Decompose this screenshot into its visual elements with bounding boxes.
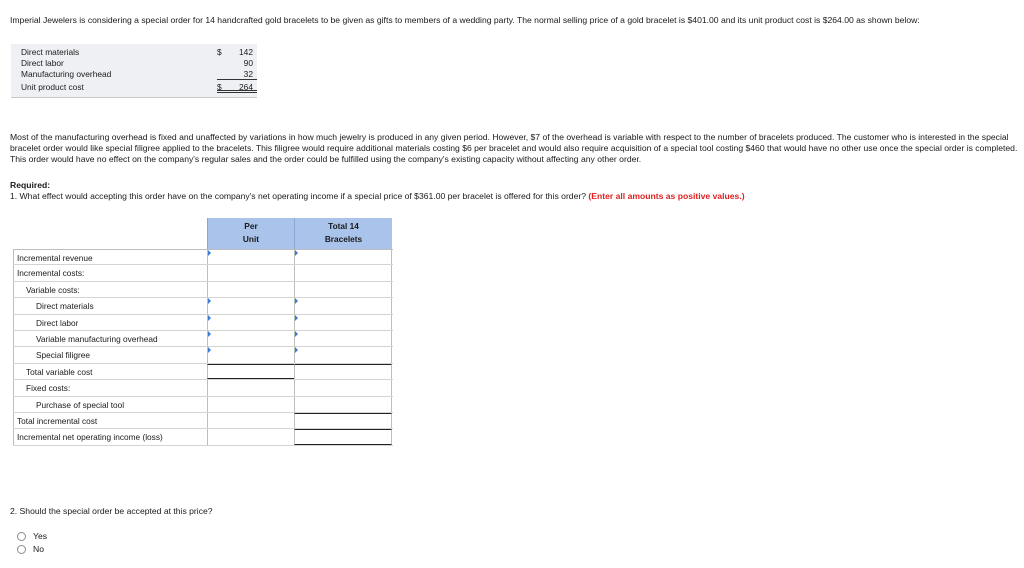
row-label: Incremental revenue [13,250,207,264]
row-label: Special filigree [13,347,207,362]
total-input[interactable] [294,364,392,379]
row-label: Variable costs: [13,282,207,297]
per-unit-input[interactable] [207,347,294,362]
col-header-per-unit-line1: Per [244,221,258,231]
input-marker-icon [208,315,211,321]
total-cell [294,282,392,297]
row-variable-costs [13,282,393,298]
input-marker-icon [208,250,211,256]
row-variable-mfg-overhead [13,331,393,347]
question-2: 2. Should the special order be accepted at this price? [10,506,213,516]
total-input[interactable] [294,397,392,412]
col-header-total [294,218,392,249]
cost-row-manufacturing-overhead [21,69,257,80]
cost-currency: $ [217,47,222,57]
cost-label: Unit product cost [21,82,84,92]
col-header-total-line1: Total 14 [328,221,359,231]
per-unit-input[interactable] [207,298,294,313]
total-input[interactable] [294,298,392,313]
row-label: Fixed costs: [13,380,207,395]
question-1 [10,191,745,202]
total-cell [294,380,392,395]
cost-currency: $ [217,80,227,93]
per-unit-input[interactable] [207,331,294,346]
cost-row-direct-materials [21,47,257,58]
input-marker-icon [295,315,298,321]
option-yes[interactable] [17,531,47,541]
per-unit-total-input[interactable] [207,364,294,379]
row-label: Variable manufacturing overhead [13,331,207,346]
cost-label: Direct labor [21,58,64,68]
per-unit-input[interactable] [207,315,294,330]
cost-value: 264 [227,80,257,93]
row-label: Purchase of special tool [13,397,207,412]
per-unit-cell [207,429,294,444]
incremental-analysis-worksheet [13,218,393,446]
total-input[interactable] [294,413,392,428]
unit-cost-table [11,44,257,98]
row-label: Direct materials [13,298,207,313]
input-marker-icon [295,347,298,353]
row-incremental-costs [13,265,393,281]
col-header-per-unit-line2: Unit [242,234,260,244]
row-label: Direct labor [13,315,207,330]
col-header-total-line2: Bracelets [324,234,363,244]
cost-label: Direct materials [21,47,80,57]
row-special-filigree [13,347,393,363]
input-marker-icon [295,331,298,337]
row-label: Incremental net operating income (loss) [13,429,207,444]
input-marker-icon [295,250,298,256]
cost-currency [217,69,227,80]
intro-text: Imperial Jewelers is considering a special order for 14 handcrafted gold bracelets to be given as gifts to members of a wedding party. The normal selling price of a gold bracelet is $401.00 and its unit product cost is $264.00 as shown below: [10,15,920,25]
input-marker-icon [208,347,211,353]
row-direct-materials [13,298,393,314]
per-unit-input[interactable] [207,250,294,264]
total-input[interactable] [294,315,392,330]
radio-button[interactable] [17,532,26,541]
col-header-per-unit [207,218,294,249]
row-incremental-revenue [13,249,393,265]
input-marker-icon [295,298,298,304]
per-unit-cell [207,397,294,412]
total-input[interactable] [294,331,392,346]
option-label: No [33,544,44,554]
cost-label: Manufacturing overhead [21,69,112,79]
per-unit-cell [207,380,294,395]
total-input[interactable] [294,429,392,444]
row-label: Incremental costs: [13,265,207,280]
cost-row-unit-product-cost [21,80,257,93]
row-purchase-special-tool [13,397,393,413]
option-label: Yes [33,531,48,541]
question-1-text: 1. What effect would accepting this order have on the company's net operating income if a special price of $361.00 per bracelet is offered for this order? [10,191,587,201]
required-heading: Required: [10,180,51,190]
worksheet-header-blank [13,218,207,249]
input-marker-icon [208,331,211,337]
total-input[interactable] [294,250,392,264]
cost-row-direct-labor [21,58,257,69]
unit-cost-box [11,44,257,98]
cost-currency [217,58,227,69]
row-label: Total incremental cost [13,413,207,428]
row-label: Total variable cost [13,364,207,379]
total-input[interactable] [294,347,392,362]
per-unit-cell [207,282,294,297]
per-unit-cell [207,265,294,280]
question-1-hint: (Enter all amounts as positive values.) [588,191,745,201]
cost-value: 90 [243,58,253,68]
input-marker-icon [208,298,211,304]
total-cell [294,265,392,280]
row-total-incremental-cost [13,413,393,429]
row-fixed-costs [13,380,393,396]
cost-value: 142 [239,47,253,57]
row-direct-labor [13,315,393,331]
worksheet-header [13,218,393,249]
radio-button[interactable] [17,545,26,554]
per-unit-cell [207,413,294,428]
option-no[interactable] [17,544,44,554]
row-total-variable-cost [13,364,393,380]
overhead-paragraph: Most of the manufacturing overhead is fixed and unaffected by variations in how much jewelry is produced in any given period. However, $7 of the overhead is variable with respect to the number of bracelets produced. The customer who is interested in the special bracelet order would like special filigree applied to the bracelets. This filigree would require additional materials costing $6 per bracelet and would also require acquisition of a special tool costing $460 that would have no other use once the special order is completed. This order would have no effect on the company's regular sales and the order could be fulfilled using the company's existing capacity without affecting any other order. [10,132,1018,164]
row-incremental-net-operating-income [13,429,393,445]
cost-value: 32 [227,69,257,80]
